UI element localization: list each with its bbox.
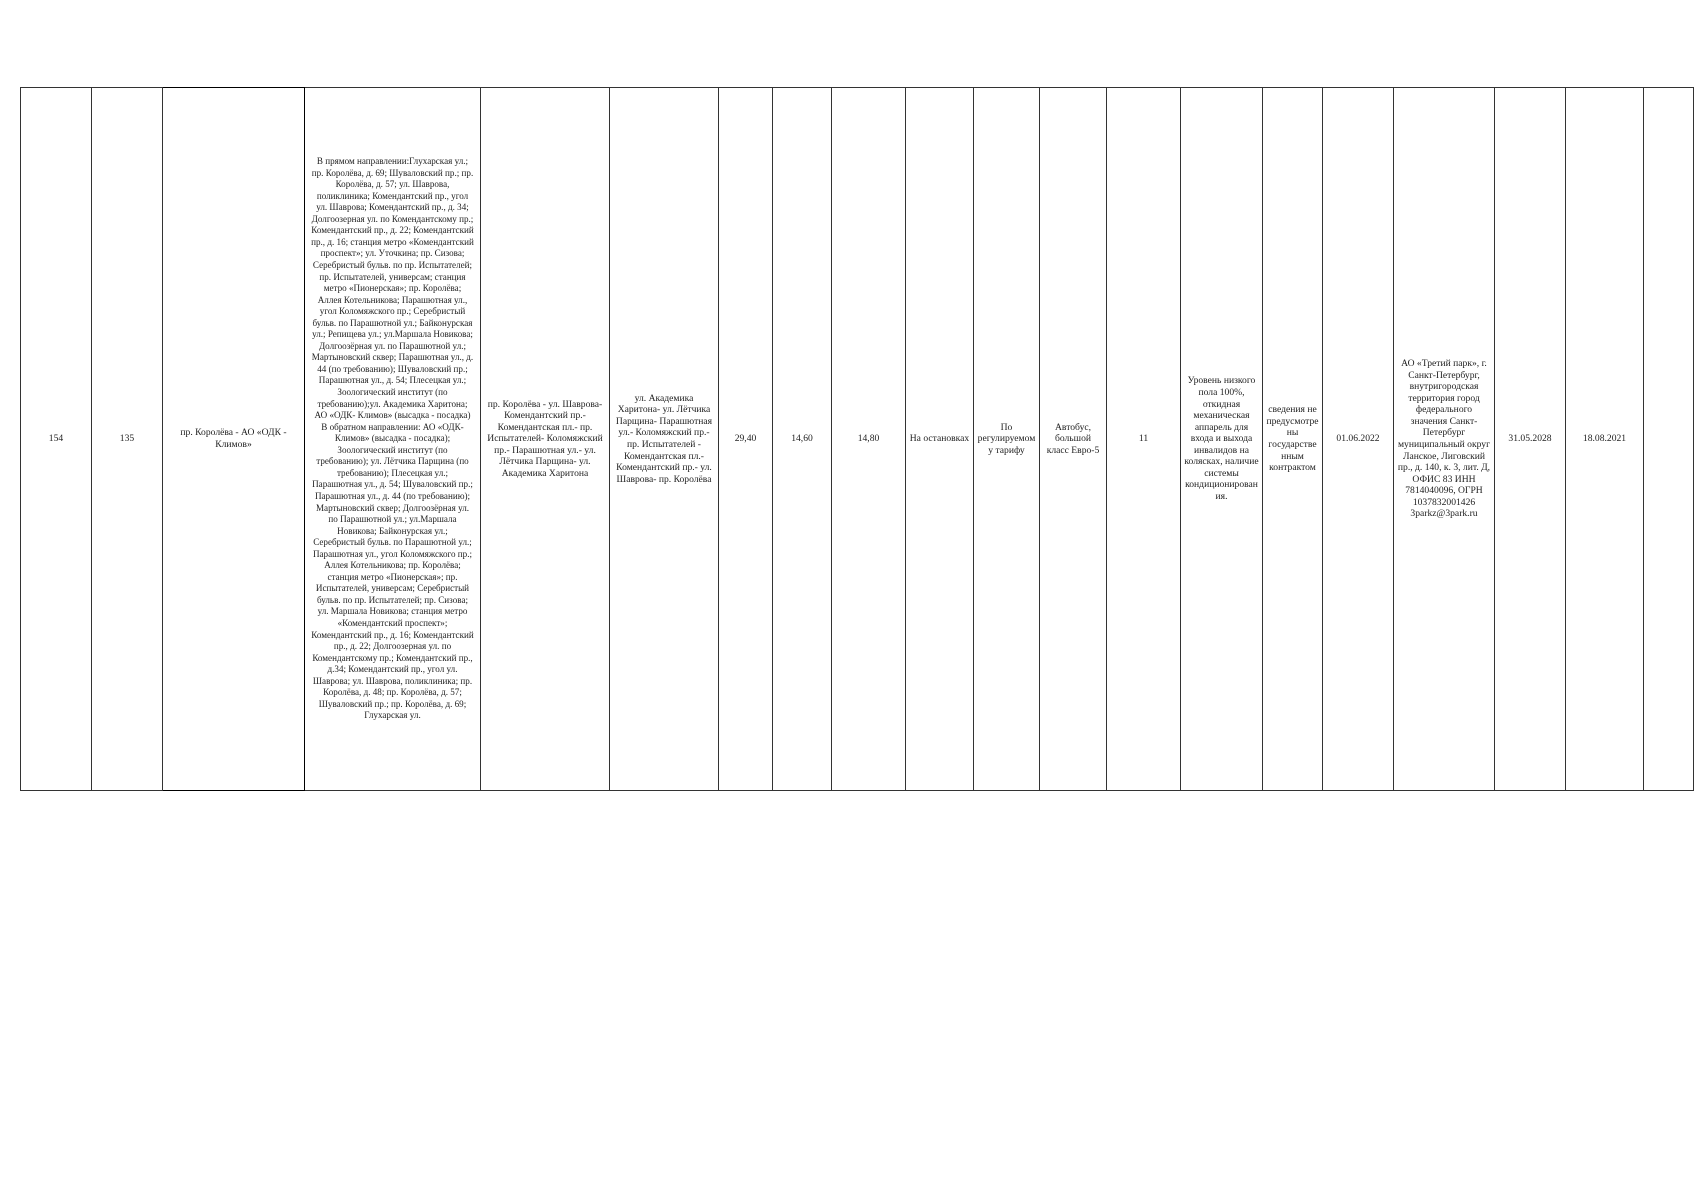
accessibility-cell: Уровень низкого пола 100%, откидная механическая аппарель для входа и выхода инвалидов на колясках, наличие системы кондиционирования.	[1181, 88, 1263, 791]
table-row	[21, 88, 1694, 791]
tariff-cell: По регулируемому тарифу	[974, 88, 1040, 791]
length-backward-cell: 14,80	[832, 88, 906, 791]
stops-cell: В прямом направлении:Глухарская ул.; пр. Королёва, д. 69; Шуваловский пр.; пр. Королёва, д. 57; ул. Шаврова, поликлиника; Комендантский пр., угол ул. Шаврова; Комендантский пр., д. 34; Долгоозерная ул. по Комендантскому пр.; Комендантский пр., д. 22; Комендантский пр., д. 16; станция метро «Комендантский проспект»; ул. Уточкина; пр. Сизова; Серебристый бульв. по пр. Испытателей; пр. Испытателей, универсам; станция метро «Пионерская»; пр. Королёва; Аллея Котельникова; Парашютная ул., угол Коломяжского пр.; Серебристый бульв. по Парашютной ул.; Байконурская ул.; Репищева ул.; ул.Маршала Новикова; Долгоозёрная ул. по Парашютной ул.; Мартыновский сквер; Парашютная ул., д. 44 (по требованию); Шуваловский пр.; Парашютная ул., д. 54; Плесецкая ул.; Зоологический институт (по требованию);ул. Академика Харитона; АО «ОДК- Климов» (высадка - посадка) В обратном направлении: АО «ОДК- Климов» (высадка - посадка); Зоологический институт (по требованию); ул. Лётчика Парщина (по требованию); Плесецкая ул.; Парашютная ул., д. 54; Шуваловский пр.; Парашютная ул., д. 44 (по требованию); Мартыновский сквер; Долгоозёрная ул. по Парашютной ул.; ул.Маршала Новикова; Байконурская ул.; Серебристый бульв. по Парашютной ул.; Парашютная ул., угол Коломяжского пр.; Аллея Котельникова; пр. Королёва; станция метро «Пионерская»; пр. Испытателей, универсам; Серебристый бульв. по пр. Испытателей; пр. Сизова; ул. Маршала Новикова; станция метро «Комендантский проспект»; Комендантский пр., д. 16; Комендантский пр., д. 22; Долгоозерная ул. по Комендантскому пр.; Комендантский пр., д.34; Комендантский пр., угол ул. Шаврова; ул. Шаврова, поликлиника; пр. Королёва, д. 48; пр. Королёва, д. 57; Шуваловский пр.; пр. Королёва, д. 69; Глухарская ул.	[305, 88, 481, 791]
end-date-cell: 31.05.2028	[1495, 88, 1566, 791]
boarding-order-cell: На остановках	[906, 88, 974, 791]
streets-backward-cell: ул. Академика Харитона- ул. Лётчика Парщина- Парашютная ул.- Коломяжский пр.- пр. Испытателей - Комендантская пл.- Комендантский пр.- ул. Шаврова- пр. Королёва	[610, 88, 719, 791]
approval-date-cell: 18.08.2021	[1566, 88, 1644, 791]
carrier-cell: АО «Третий парк», г. Санкт-Петербург, внутригородская территория город федерального значения Санкт-Петербург муниципальный округ Ланское, Лиговский пр., д. 140, к. 3, лит. Д, ОФИС 83 ИНН 7814040096, ОГРН 1037832001426 3parkz@3park.ru	[1394, 88, 1495, 791]
contract-info-cell: сведения не предусмотрены государственным контрактом	[1263, 88, 1323, 791]
vehicle-cell: Автобус, большой класс Евро-5	[1040, 88, 1107, 791]
reg-number-cell: 154	[21, 88, 92, 791]
streets-forward-cell: пр. Королёва - ул. Шаврова- Комендантский пр.- Комендантская пл.- пр. Испытателей- Коломяжский пр.- Парашютная ул.- ул. Лётчика Парщина- ул. Академика Харитона	[481, 88, 610, 791]
vehicle-count-cell: 11	[1107, 88, 1181, 791]
extra-cell	[1644, 88, 1694, 791]
start-date-cell: 01.06.2022	[1323, 88, 1394, 791]
route-number-cell: 135	[92, 88, 163, 791]
length-forward-cell: 14,60	[773, 88, 832, 791]
length-total-cell: 29,40	[719, 88, 773, 791]
route-name-cell: пр. Королёва - АО «ОДК - Климов»	[163, 88, 305, 791]
route-register-table	[20, 87, 1694, 791]
